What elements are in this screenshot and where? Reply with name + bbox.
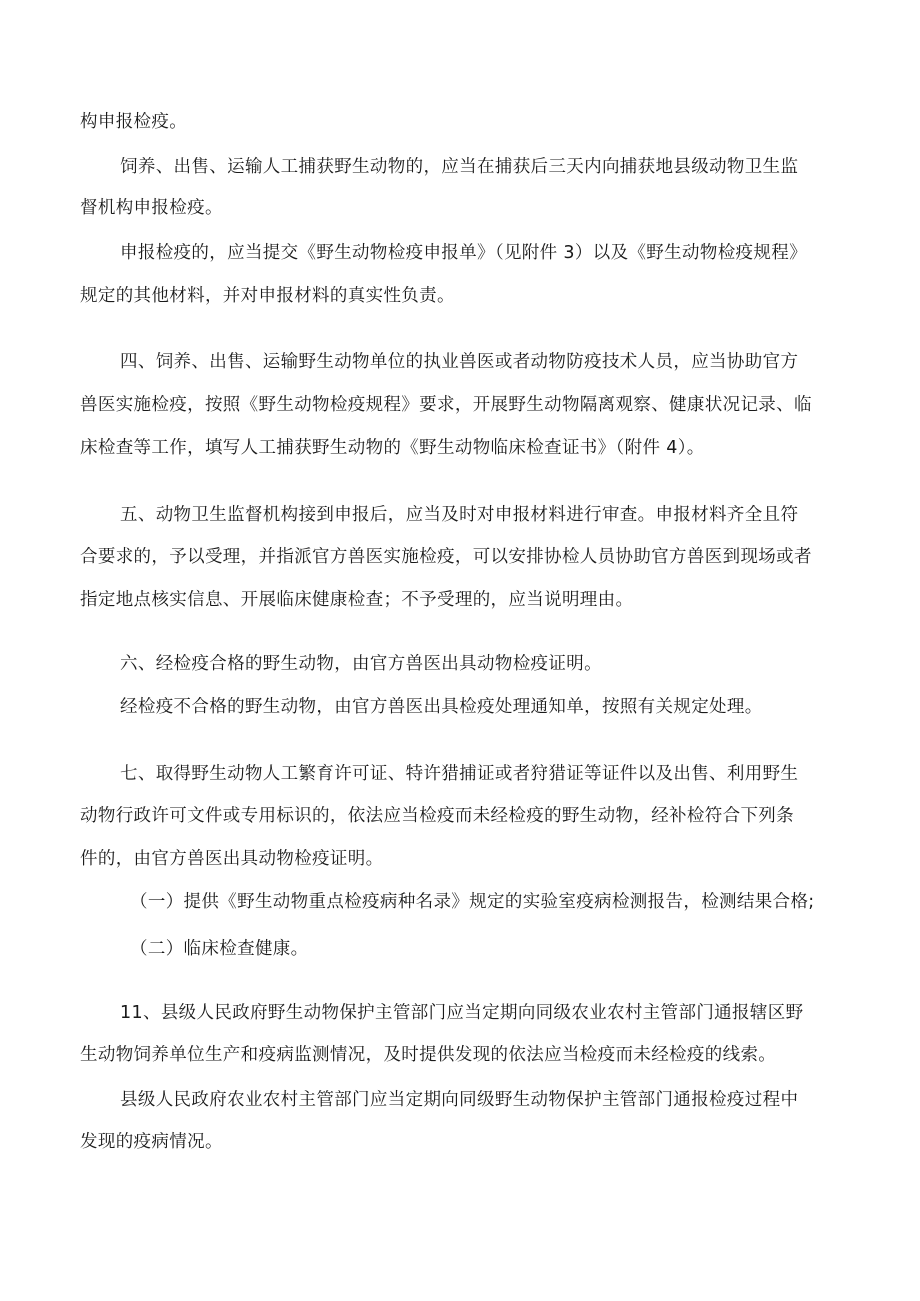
text-line: 兽医实施检疫，按照《野生动物检疫规程》要求，开展野生动物隔离观察、健康状况记录、临	[80, 395, 812, 415]
text-line: 生动物饲养单位生产和疫病监测情况，及时提供发现的依法应当检疫而未经检疫的线索。	[80, 1045, 777, 1065]
text-line: 经检疫不合格的野生动物，由官方兽医出具检疫处理通知单，按照有关规定处理。	[120, 697, 763, 717]
text-line: 床检查等工作，填写人工捕获野生动物的《野生动物临床检查证书》（附件 4）。	[80, 438, 705, 458]
text-line: 动物行政许可文件或专用标识的，依法应当检疫而未经检疫的野生动物，经补检符合下列条	[80, 806, 794, 826]
text-line: （一）提供《野生动物重点检疫病种名录》规定的实验室疫病检测报告，检测结果合格;	[130, 892, 815, 912]
text-line: 申报检疫的，应当提交《野生动物检疫申报单》（见附件 3）以及《野生动物检疫规程》	[120, 243, 807, 263]
text-line: 督机构申报检疫。	[80, 198, 223, 218]
text-line: 饲养、出售、运输人工捕获野生动物的，应当在捕获后三天内向捕获地县级动物卫生监	[120, 157, 799, 177]
text-line: 五、动物卫生监督机构接到申报后，应当及时对申报材料进行审查。申报材料齐全且符	[120, 505, 799, 525]
text-line: 构申报检疫。	[80, 112, 188, 132]
text-line: 规定的其他材料，并对申报材料的真实性负责。	[80, 286, 455, 306]
text-line: 发现的疫病情况。	[80, 1132, 223, 1152]
text-line: 件的，由官方兽医出具动物检疫证明。	[80, 849, 384, 869]
text-line: 四、饲养、出售、运输野生动物单位的执业兽医或者动物防疫技术人员，应当协助官方	[120, 352, 799, 372]
text-line: 合要求的，予以受理，并指派官方兽医实施检疫，可以安排协检人员协助官方兽医到现场或者	[80, 547, 812, 567]
text-line: 六、经检疫合格的野生动物，由官方兽医出具动物检疫证明。	[120, 654, 602, 674]
text-line: 县级人民政府农业农村主管部门应当定期向同级野生动物保护主管部门通报检疫过程中	[120, 1090, 799, 1110]
text-line: 七、取得野生动物人工繁育许可证、特许猎捕证或者狩猎证等证件以及出售、利用野生	[120, 764, 799, 784]
text-line: 指定地点核实信息、开展临床健康检查；不予受理的，应当说明理由。	[80, 590, 634, 610]
text-line: （二）临床检查健康。	[130, 939, 309, 959]
text-line: 11、县级人民政府野生动物保护主管部门应当定期向同级农业农村主管部门通报辖区野	[120, 1003, 804, 1023]
